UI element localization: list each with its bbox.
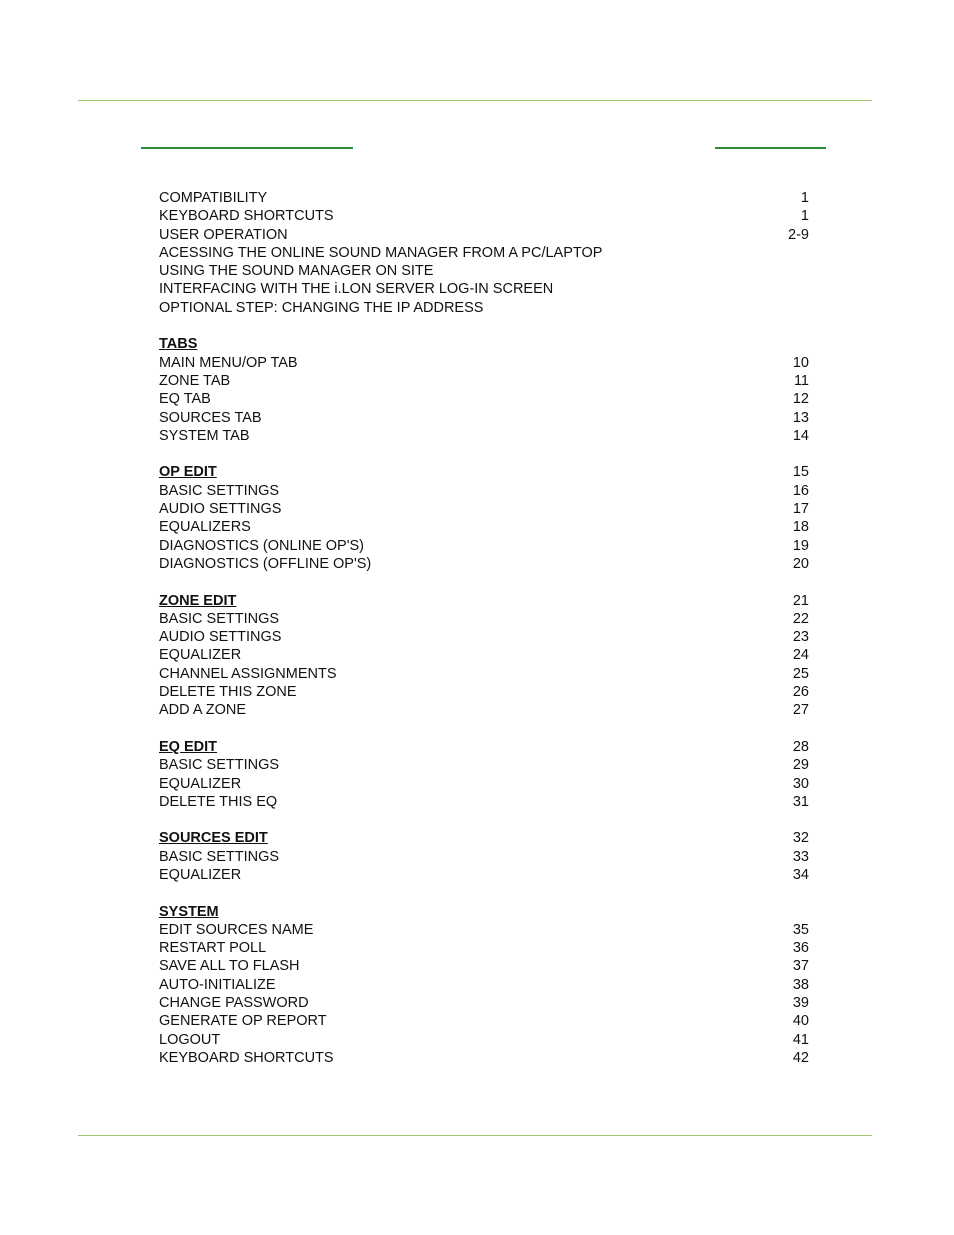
toc-page-number: 28 bbox=[792, 738, 809, 755]
toc-entry-label: MAIN MENU/OP TAB bbox=[159, 354, 298, 371]
toc-entry-label: SYSTEM bbox=[159, 903, 219, 920]
toc-entry-label: EQUALIZER bbox=[159, 775, 242, 792]
toc-page-number: 1 bbox=[800, 208, 809, 225]
toc-section-heading bbox=[159, 738, 811, 756]
toc-entry bbox=[159, 372, 811, 390]
toc-entry bbox=[159, 1049, 811, 1067]
toc-page-number: 41 bbox=[792, 1031, 809, 1048]
toc-entry-label: SAVE ALL TO FLASH bbox=[159, 958, 300, 975]
toc-entry bbox=[159, 976, 811, 994]
toc-entry bbox=[159, 610, 811, 628]
page-heading-underline bbox=[715, 147, 826, 149]
toc-page-number: 15 bbox=[792, 464, 809, 481]
toc-section-heading bbox=[159, 829, 811, 847]
toc-entry-label: OP EDIT bbox=[159, 464, 217, 481]
toc-entry bbox=[159, 683, 811, 701]
toc-entry bbox=[159, 537, 811, 555]
toc-spacer bbox=[159, 573, 811, 591]
toc-entry bbox=[159, 518, 811, 536]
contents-heading-underline bbox=[141, 147, 353, 149]
toc-entry bbox=[159, 701, 811, 719]
toc-entry bbox=[159, 409, 811, 427]
toc-entry-label: USER OPERATION bbox=[159, 226, 288, 243]
toc-entry bbox=[159, 500, 811, 518]
toc-page-number: 12 bbox=[792, 391, 809, 408]
toc-entry-label: EDIT SOURCES NAME bbox=[159, 921, 314, 938]
toc-page-number: 26 bbox=[792, 684, 809, 701]
toc-page-number: 22 bbox=[792, 610, 809, 627]
toc-page-number: 30 bbox=[792, 775, 809, 792]
toc-page-number: 13 bbox=[792, 409, 809, 426]
toc-entry bbox=[159, 189, 811, 207]
toc-entry-label: ZONE EDIT bbox=[159, 592, 237, 609]
toc-entry-label: SYSTEM TAB bbox=[159, 427, 250, 444]
toc-section-heading bbox=[159, 335, 811, 353]
toc-page-number: 10 bbox=[792, 354, 809, 371]
toc-entry bbox=[159, 262, 811, 280]
toc-page-number: 35 bbox=[792, 921, 809, 938]
toc-spacer bbox=[159, 884, 811, 902]
toc-entry bbox=[159, 555, 811, 573]
toc-page-number: 36 bbox=[792, 940, 809, 957]
toc-entry-label: DELETE THIS ZONE bbox=[159, 684, 297, 701]
toc-entry-label: EQUALIZER bbox=[159, 647, 242, 664]
toc-entry bbox=[159, 482, 811, 500]
toc-section-heading bbox=[159, 903, 811, 921]
toc-entry-label: BASIC SETTINGS bbox=[159, 848, 280, 865]
toc-entry bbox=[159, 939, 811, 957]
toc-entry-label: EQUALIZERS bbox=[159, 519, 251, 536]
toc-entry-label: AUDIO SETTINGS bbox=[159, 501, 282, 518]
toc-entry-label: USING THE SOUND MANAGER ON SITE bbox=[159, 263, 434, 280]
toc-entry-label: BASIC SETTINGS bbox=[159, 757, 280, 774]
toc-entry bbox=[159, 207, 811, 225]
toc-entry bbox=[159, 848, 811, 866]
toc-spacer bbox=[159, 445, 811, 463]
toc-entry-label: TABS bbox=[159, 336, 198, 353]
toc-entry-label: SOURCES EDIT bbox=[159, 830, 268, 847]
toc-entry bbox=[159, 1012, 811, 1030]
toc-section-heading bbox=[159, 592, 811, 610]
toc-page-number: 2-9 bbox=[788, 226, 809, 243]
toc-entry bbox=[159, 280, 811, 298]
toc-entry bbox=[159, 921, 811, 939]
toc-page-number: 29 bbox=[792, 757, 809, 774]
toc-entry-label: DIAGNOSTICS (OFFLINE OP'S) bbox=[159, 555, 372, 572]
toc-entry bbox=[159, 226, 811, 244]
toc-entry-label: AUDIO SETTINGS bbox=[159, 629, 282, 646]
toc-page-number: 25 bbox=[792, 665, 809, 682]
toc-page-number: 27 bbox=[792, 702, 809, 719]
toc-spacer bbox=[159, 811, 811, 829]
toc-section-heading bbox=[159, 463, 811, 481]
toc-entry-label: COMPATIBILITY bbox=[159, 190, 268, 206]
toc-entry bbox=[159, 628, 811, 646]
toc-entry-label: CHANGE PASSWORD bbox=[159, 995, 309, 1012]
toc-entry bbox=[159, 646, 811, 664]
toc-page-number: 39 bbox=[792, 995, 809, 1012]
bottom-divider bbox=[78, 1135, 872, 1136]
toc-page-number: 38 bbox=[792, 976, 809, 993]
toc-page-number: 24 bbox=[792, 647, 809, 664]
toc-page-number: 14 bbox=[792, 427, 809, 444]
toc-entry-label: BASIC SETTINGS bbox=[159, 610, 280, 627]
toc-page-number: 42 bbox=[792, 1049, 809, 1066]
toc-page-number: 11 bbox=[793, 372, 809, 389]
toc-entry-label: DELETE THIS EQ bbox=[159, 793, 278, 810]
toc-entry-label: RESTART POLL bbox=[159, 940, 267, 957]
toc-page-number: 18 bbox=[792, 519, 809, 536]
top-divider bbox=[78, 100, 872, 101]
toc-spacer bbox=[159, 317, 811, 335]
toc-entry bbox=[159, 793, 811, 811]
toc-entry-label: KEYBOARD SHORTCUTS bbox=[159, 208, 334, 225]
toc-page-number: 34 bbox=[792, 866, 809, 883]
toc-entry-label: DIAGNOSTICS (ONLINE OP'S) bbox=[159, 537, 364, 554]
toc-entry-label: BASIC SETTINGS bbox=[159, 482, 280, 499]
toc-entry bbox=[159, 299, 811, 317]
toc-entry bbox=[159, 665, 811, 683]
toc-page-number: 31 bbox=[792, 793, 809, 810]
toc-entry bbox=[159, 354, 811, 372]
toc-entry-label: CHANNEL ASSIGNMENTS bbox=[159, 665, 337, 682]
toc-entry bbox=[159, 756, 811, 774]
toc-entry-label: KEYBOARD SHORTCUTS bbox=[159, 1049, 334, 1066]
toc-page-number: 21 bbox=[792, 592, 809, 609]
toc-entry bbox=[159, 994, 811, 1012]
toc-page-number: 40 bbox=[792, 1013, 809, 1030]
toc-entry-label: EQ TAB bbox=[159, 391, 211, 408]
toc-page-number: 17 bbox=[792, 501, 809, 518]
toc-entry-label: SOURCES TAB bbox=[159, 409, 262, 426]
toc-spacer bbox=[159, 720, 811, 738]
toc-entry-label: EQUALIZER bbox=[159, 866, 242, 883]
toc-entry bbox=[159, 1031, 811, 1049]
toc-entry-label: AUTO-INITIALIZE bbox=[159, 976, 276, 993]
toc-entry bbox=[159, 390, 811, 408]
toc-page-number: 32 bbox=[792, 830, 809, 847]
toc-entry-label: GENERATE OP REPORT bbox=[159, 1013, 327, 1030]
toc-entry-label: ZONE TAB bbox=[159, 372, 231, 389]
toc-page-number: 16 bbox=[792, 482, 809, 499]
toc-entry-label: INTERFACING WITH THE i.LON SERVER LOG-IN SCREEN bbox=[159, 281, 554, 298]
toc-entry bbox=[159, 244, 811, 262]
table-of-contents bbox=[159, 189, 811, 1067]
toc-page-number: 33 bbox=[792, 848, 809, 865]
toc-entry-label: OPTIONAL STEP: CHANGING THE IP ADDRESS bbox=[159, 299, 484, 316]
toc-page-number: 23 bbox=[792, 629, 809, 646]
toc-entry bbox=[159, 957, 811, 975]
toc-entry bbox=[159, 427, 811, 445]
toc-entry bbox=[159, 866, 811, 884]
toc-entry-label: ADD A ZONE bbox=[159, 702, 247, 719]
toc-entry-label: LOGOUT bbox=[159, 1031, 221, 1048]
toc-page-number: 37 bbox=[792, 958, 809, 975]
toc-page-number: 19 bbox=[792, 537, 809, 554]
toc-page-number: 1 bbox=[800, 190, 809, 206]
toc-entry bbox=[159, 775, 811, 793]
toc-entry-label: ACESSING THE ONLINE SOUND MANAGER FROM A PC/LAPTOP bbox=[159, 244, 603, 261]
toc-entry-label: EQ EDIT bbox=[159, 738, 218, 755]
toc-page-number: 20 bbox=[792, 555, 809, 572]
